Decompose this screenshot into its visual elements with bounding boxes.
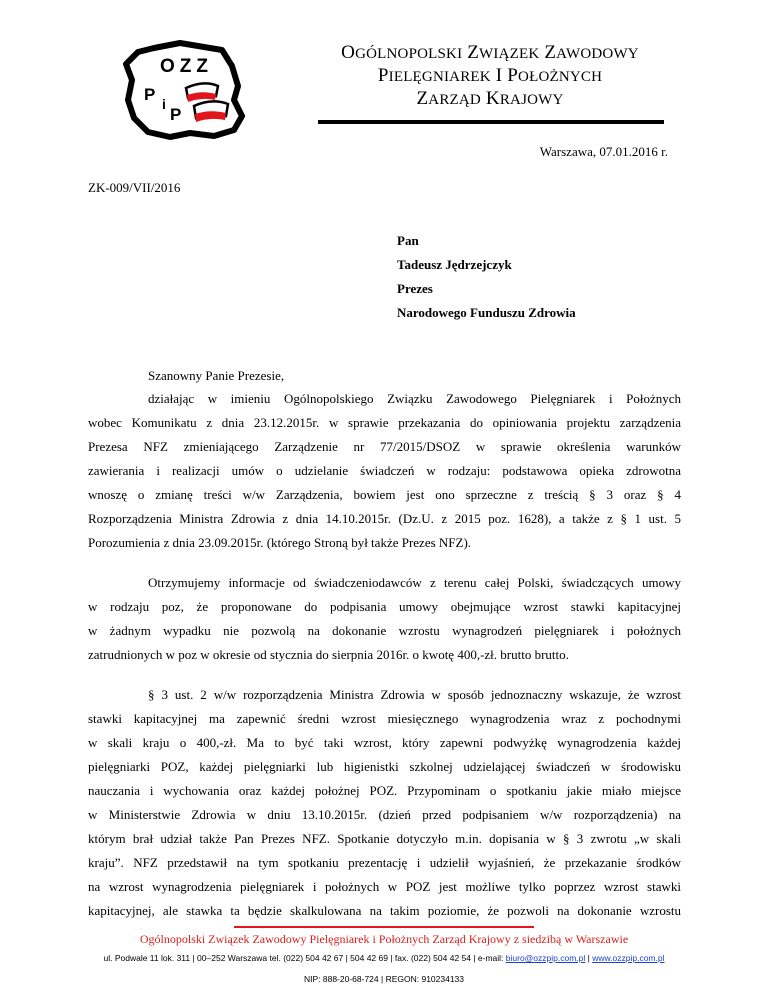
org-title-line1: OGÓLNOPOLSKI ZWIĄZEK ZAWODOWY <box>341 42 639 63</box>
addressee-line: Narodowego Funduszu Zdrowia <box>397 305 576 320</box>
paragraph-line: Otrzymujemy informacje od świadczeniodawców z terenu całej Polski, świadczących umowy <box>148 575 681 590</box>
website-link[interactable]: www.ozzpip.com.pl <box>592 953 665 963</box>
logo-i-text: i <box>162 96 166 112</box>
paragraph-line: w żadnym wypadku nie pozwolą na dokonanie wzrostu wynagrodzeń pielęgniarek i położnych <box>88 623 681 638</box>
body-paragraph-1 <box>88 387 681 555</box>
paragraph-line: wobec Komunikatu z dnia 23.12.2015r. w sprawie przekazania do opiniowania projektu zarządzenia <box>88 415 681 430</box>
paragraph-line: Porozumienia z dnia 23.09.2015r. (którego Stroną był także Prezes NFZ). <box>88 535 472 550</box>
logo-p1-text: P <box>144 85 156 104</box>
org-title-line2: PIELĘGNIAREK I POŁOŻNYCH <box>377 65 603 86</box>
paragraph-line: w rodzaju poz, że proponowane do podpisania umowy obejmujące wzrost stawki kapitacyjnej <box>88 599 681 614</box>
footer-separator: | <box>585 953 593 963</box>
paragraph-line: nauczania i wychowania oraz każdej położnej POZ. Przypominam o spotkaniu jakie miało miejsce <box>88 783 681 798</box>
footer-divider <box>234 926 534 928</box>
paragraph-line: działając w imieniu Ogólnopolskiego Związku Zawodowego Pielęgniarek i Położnych <box>148 391 681 406</box>
paragraph-line: w skali kraju o 400,-zł. Ma to być taki wzrost, który zapewni podwyżkę wynagrodzenia każdej <box>88 735 681 750</box>
paragraph-line: wnoszę o zmianę treści w/w Zarządzenia, bowiem jest ono sprzeczne z treścią § 3 oraz § 4 <box>88 487 681 502</box>
paragraph-line: którym brał udział także Pan Prezes NFZ. Spotkanie dotyczyło m.in. dopisania w § 3 zwrotu „w skali <box>88 831 681 846</box>
paragraph-line: § 3 ust. 2 w/w rozporządzenia Ministra Zdrowia w sposób jednoznaczny wskazuje, że wzrost <box>148 687 681 702</box>
paragraph-line: Rozporządzenia Ministra Zdrowia z dnia 14.10.2015r. (Dz.U. z 2015 poz. 1628), a także z § 1 ust. 5 <box>88 511 681 526</box>
paragraph-line: stawki kapitacyjnej ma zapewnić średni wzrost miesięcznego wynagrodzenia wraz z pochodnymi <box>88 711 681 726</box>
paragraph-line: zawierania i realizacji umów o udzielanie świadczeń w rodzaju: podstawowa opieka zdrowotna <box>88 463 681 478</box>
poland-map-logo-icon <box>118 40 258 140</box>
addressee-line: Prezes <box>397 281 433 296</box>
logo-p2-text: P <box>170 105 182 124</box>
footer-tax-ids: NIP: 888-20-68-724 | REGON: 910234133 <box>303 974 465 984</box>
paragraph-line: pielęgniarki POZ, każdej pielęgniarki lub higienistki szkolnej udzielającej świadczeń w środowisku <box>88 759 681 774</box>
paragraph-line: zatrudnionych w poz w okresie od stycznia do sierpnia 2016r. o kwotę 400,-zł. brutto brutto. <box>88 647 569 662</box>
organization-logo <box>118 40 258 140</box>
email-link[interactable]: biuro@ozzpip.com.pl <box>505 953 586 963</box>
salutation: Szanowny Panie Prezesie, <box>148 368 285 383</box>
addressee-line: Tadeusz Jędrzejczyk <box>397 257 512 272</box>
logo-ozz-text: OZZ <box>160 56 213 77</box>
paragraph-line: na wzrost wynagrodzenia pielęgniarek i położnych w POZ jest możliwe tylko poprzez wzrost stawki <box>88 879 681 894</box>
footer-contact <box>0 953 768 963</box>
letter-date: Warszawa, 07.01.2016 r. <box>539 144 668 159</box>
paragraph-line: Prezesa NFZ zmieniającego Zarządzenie nr 77/2015/DSOZ w sprawie określenia warunków <box>88 439 681 454</box>
footer-address-text: ul. Podwale 11 lok. 311 | 00–252 Warszawa tel. (022) 504 42 67 | 504 42 69 | fax. (022) 504 42 54 | e-mail: <box>103 953 506 963</box>
footer-organization: Ogólnopolski Związek Zawodowy Pielęgniarek i Położnych Zarząd Krajowy z siedzibą w Warszawie <box>139 932 629 946</box>
paragraph-line: w Ministerstwie Zdrowia w dniu 13.10.2015r. (dzień przed podpisaniem w/w rozporządzenia) na <box>88 807 681 822</box>
body-paragraph-3 <box>88 683 681 923</box>
body-paragraph-2 <box>88 571 681 667</box>
paragraph-line: kraju”. NFZ przedstawił na tym spotkaniu prezentację i udzielił wyjaśnień, że przekazanie środków <box>88 855 681 870</box>
addressee-line: Pan <box>397 233 419 248</box>
org-title-line3: ZARZĄD KRAJOWY <box>416 88 564 109</box>
reference-number: ZK-009/VII/2016 <box>88 180 181 195</box>
paragraph-line: kapitacyjnej, ale stawka ta będzie skalkulowana na takim poziomie, że pozwoli na dokonanie wzrostu <box>88 903 681 918</box>
header-divider <box>318 120 664 124</box>
